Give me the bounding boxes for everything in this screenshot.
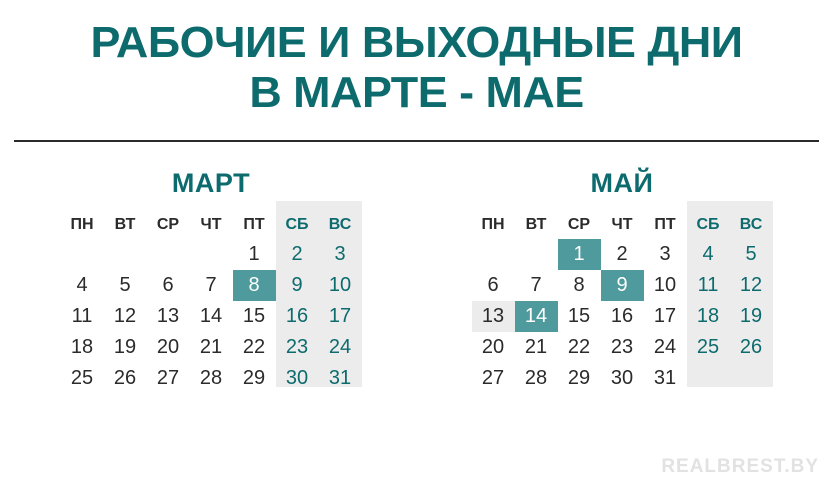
march-day-cell xyxy=(190,239,233,270)
march-day-number: 31 xyxy=(328,367,352,389)
march-day-cell xyxy=(276,363,319,394)
may-day-number: 3 xyxy=(659,243,671,265)
march-weekday-fri: ПТ xyxy=(243,216,265,233)
march-day-cell xyxy=(61,332,104,363)
may-day-cell xyxy=(515,239,558,270)
may-weekday-mon: ПН xyxy=(481,216,505,233)
may-day-cell xyxy=(644,270,687,301)
may-day-number: 12 xyxy=(739,274,763,296)
march-week-row xyxy=(61,270,362,301)
march-day-number: 14 xyxy=(199,305,223,327)
calendars-container xyxy=(0,168,833,394)
march-day-number: 15 xyxy=(242,305,266,327)
may-day-cell xyxy=(601,332,644,363)
march-day-number: 9 xyxy=(291,274,303,296)
may-day-cell xyxy=(644,301,687,332)
march-weekday-sat: СБ xyxy=(285,216,309,233)
march-day-number: 4 xyxy=(76,274,88,296)
may-day-number: 7 xyxy=(530,274,542,296)
may-weekday-thu: ЧТ xyxy=(611,216,633,233)
may-day-number: 31 xyxy=(653,367,677,389)
may-day-number: 13 xyxy=(481,305,505,327)
may-day-cell xyxy=(558,270,601,301)
march-weekday-sun: ВС xyxy=(328,216,352,233)
title-line-1: РАБОЧИЕ И ВЫХОДНЫЕ ДНИ xyxy=(90,18,743,67)
march-day-cell xyxy=(190,301,233,332)
march-day-cell xyxy=(319,270,362,301)
may-day-cell xyxy=(730,332,773,363)
calendar-march xyxy=(61,168,362,394)
may-week-row xyxy=(472,301,773,332)
march-weekday-thu: ЧТ xyxy=(200,216,222,233)
may-day-cell xyxy=(601,239,644,270)
march-day-number: 2 xyxy=(291,243,303,265)
may-day-cell xyxy=(730,270,773,301)
march-day-cell xyxy=(190,270,233,301)
may-weekday-tue: ВТ xyxy=(525,216,547,233)
may-day-cell-holiday xyxy=(601,270,644,301)
march-day-number: 20 xyxy=(156,336,180,358)
may-day-number: 24 xyxy=(653,336,677,358)
may-week-row xyxy=(472,332,773,363)
march-day-cell xyxy=(104,363,147,394)
may-day-cell-holiday xyxy=(558,239,601,270)
may-day-cell xyxy=(515,332,558,363)
march-day-cell xyxy=(233,301,276,332)
page-title xyxy=(0,0,833,118)
march-day-number: 24 xyxy=(328,336,352,358)
may-day-number: 4 xyxy=(702,243,714,265)
march-day-number: 25 xyxy=(70,367,94,389)
march-day-cell xyxy=(147,363,190,394)
march-day-cell xyxy=(104,270,147,301)
march-day-number: 22 xyxy=(242,336,266,358)
march-day-cell xyxy=(147,301,190,332)
may-day-cell xyxy=(515,363,558,394)
may-day-cell xyxy=(730,363,773,394)
title-line-2: В МАРТЕ - МАЕ xyxy=(249,68,584,117)
march-day-cell xyxy=(319,332,362,363)
march-day-cell xyxy=(319,363,362,394)
may-day-number: 19 xyxy=(739,305,763,327)
march-day-cell xyxy=(104,301,147,332)
march-day-number: 17 xyxy=(328,305,352,327)
may-grid xyxy=(472,211,773,394)
may-day-cell xyxy=(558,363,601,394)
march-day-number: 28 xyxy=(199,367,223,389)
may-day-number: 25 xyxy=(696,336,720,358)
may-day-cell xyxy=(644,363,687,394)
march-day-number: 21 xyxy=(199,336,223,358)
march-weekday-tue: ВТ xyxy=(114,216,136,233)
march-week-row xyxy=(61,332,362,363)
march-day-number: 23 xyxy=(285,336,309,358)
may-day-number: 2 xyxy=(616,243,628,265)
march-weekday-header-row xyxy=(61,211,362,239)
march-day-number: 19 xyxy=(113,336,137,358)
march-day-number: 8 xyxy=(248,274,260,296)
march-day-cell xyxy=(233,363,276,394)
may-day-number: 26 xyxy=(739,336,763,358)
march-weekday-mon: ПН xyxy=(70,216,94,233)
may-day-number: 27 xyxy=(481,367,505,389)
may-day-cell-transfer xyxy=(472,301,515,332)
march-day-cell xyxy=(61,363,104,394)
may-day-number: 30 xyxy=(610,367,634,389)
may-day-cell xyxy=(687,332,730,363)
march-day-number: 7 xyxy=(205,274,217,296)
march-day-number: 29 xyxy=(242,367,266,389)
may-day-number: 16 xyxy=(610,305,634,327)
may-day-number: 11 xyxy=(697,274,719,296)
march-day-cell xyxy=(276,332,319,363)
may-day-number: 1 xyxy=(573,243,585,265)
may-day-cell xyxy=(644,332,687,363)
march-day-number: 1 xyxy=(248,243,260,265)
may-day-cell xyxy=(472,332,515,363)
march-week-row xyxy=(61,301,362,332)
may-day-cell xyxy=(687,270,730,301)
march-day-cell-holiday xyxy=(233,270,276,301)
may-week-row xyxy=(472,363,773,394)
march-day-cell xyxy=(276,270,319,301)
march-day-number: 27 xyxy=(156,367,180,389)
march-day-cell xyxy=(190,332,233,363)
march-day-number: 6 xyxy=(162,274,174,296)
calendar-may-title: МАЙ xyxy=(590,168,654,198)
may-day-number: 18 xyxy=(696,305,720,327)
march-day-cell xyxy=(147,239,190,270)
may-day-number: 29 xyxy=(567,367,591,389)
march-day-cell xyxy=(276,301,319,332)
may-day-cell xyxy=(472,270,515,301)
may-day-number: 21 xyxy=(524,336,548,358)
may-day-cell xyxy=(515,270,558,301)
may-day-number: 22 xyxy=(567,336,591,358)
may-day-cell xyxy=(730,239,773,270)
march-day-cell xyxy=(147,270,190,301)
may-day-cell xyxy=(558,301,601,332)
may-day-number: 20 xyxy=(481,336,505,358)
march-grid xyxy=(61,211,362,394)
horizontal-rule xyxy=(14,140,819,142)
march-day-cell xyxy=(61,301,104,332)
march-day-cell xyxy=(319,301,362,332)
may-weekday-sat: СБ xyxy=(696,216,720,233)
may-weekday-sun: ВС xyxy=(739,216,763,233)
may-week-row xyxy=(472,270,773,301)
march-day-number: 30 xyxy=(285,367,309,389)
may-day-number: 15 xyxy=(567,305,591,327)
may-day-number: 17 xyxy=(653,305,677,327)
may-day-cell xyxy=(601,363,644,394)
march-day-cell xyxy=(104,332,147,363)
may-day-number: 5 xyxy=(745,243,757,265)
march-day-number: 16 xyxy=(285,305,309,327)
may-week-row xyxy=(472,239,773,270)
calendar-may xyxy=(472,168,773,394)
site-watermark: REALBREST.BY xyxy=(661,456,819,477)
march-day-cell xyxy=(190,363,233,394)
march-day-number: 12 xyxy=(113,305,137,327)
may-day-cell xyxy=(601,301,644,332)
calendar-march-title: МАРТ xyxy=(171,168,251,198)
march-day-cell xyxy=(319,239,362,270)
may-day-cell xyxy=(558,332,601,363)
march-day-number: 11 xyxy=(71,305,93,327)
may-day-cell xyxy=(472,363,515,394)
march-day-cell xyxy=(61,270,104,301)
may-weekday-wed: СР xyxy=(567,216,591,233)
may-day-cell xyxy=(730,301,773,332)
march-day-cell xyxy=(233,332,276,363)
march-day-cell xyxy=(276,239,319,270)
may-weekday-header-row xyxy=(472,211,773,239)
march-day-cell xyxy=(147,332,190,363)
may-weekday-fri: ПТ xyxy=(654,216,676,233)
march-day-number: 18 xyxy=(70,336,94,358)
march-day-number: 5 xyxy=(119,274,131,296)
march-day-number: 3 xyxy=(334,243,346,265)
march-week-row xyxy=(61,239,362,270)
may-day-number: 10 xyxy=(653,274,677,296)
march-week-row xyxy=(61,363,362,394)
may-day-cell xyxy=(644,239,687,270)
may-day-cell xyxy=(472,239,515,270)
may-day-number: 6 xyxy=(487,274,499,296)
march-day-number: 13 xyxy=(156,305,180,327)
march-day-cell xyxy=(61,239,104,270)
may-day-number: 14 xyxy=(524,305,548,327)
may-day-cell xyxy=(687,301,730,332)
may-day-cell xyxy=(687,239,730,270)
march-day-number: 26 xyxy=(113,367,137,389)
march-weekday-wed: СР xyxy=(156,216,180,233)
may-day-number: 28 xyxy=(524,367,548,389)
may-day-number: 23 xyxy=(610,336,634,358)
march-day-cell xyxy=(233,239,276,270)
may-day-number: 8 xyxy=(573,274,585,296)
may-day-cell-holiday xyxy=(515,301,558,332)
march-day-cell xyxy=(104,239,147,270)
march-day-number: 10 xyxy=(328,274,352,296)
may-day-number: 9 xyxy=(616,274,628,296)
may-day-cell xyxy=(687,363,730,394)
